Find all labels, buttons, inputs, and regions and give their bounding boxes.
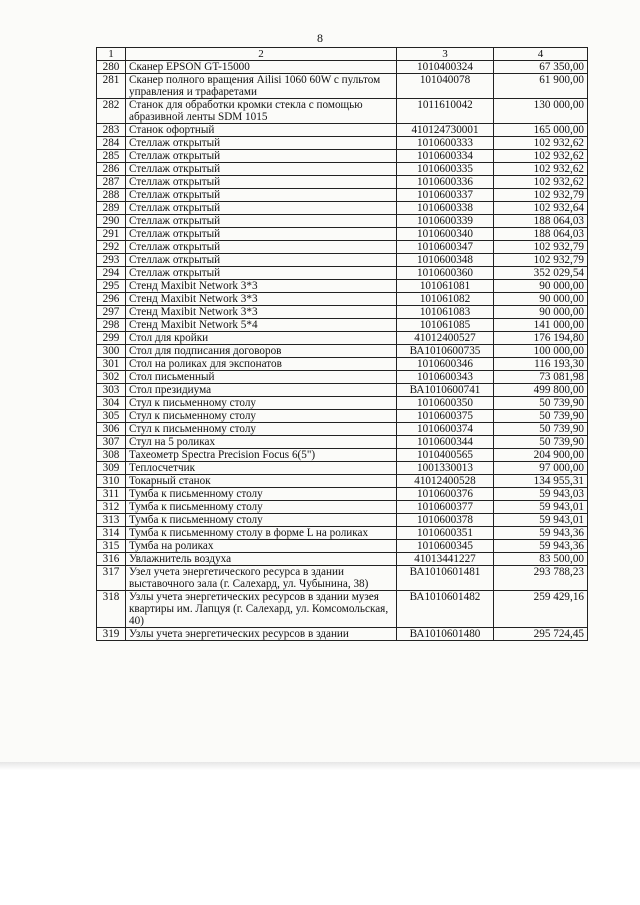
item-name: Станок офортный bbox=[126, 124, 397, 137]
inventory-code: 101061081 bbox=[397, 280, 494, 293]
row-number: 290 bbox=[97, 215, 126, 228]
inventory-code: 1010600339 bbox=[397, 215, 494, 228]
item-name: Стеллаж открытый bbox=[126, 254, 397, 267]
item-value: 165 000,00 bbox=[494, 124, 588, 137]
item-name: Стеллаж открытый bbox=[126, 215, 397, 228]
row-number: 287 bbox=[97, 176, 126, 189]
row-number: 294 bbox=[97, 267, 126, 280]
item-name: Стенд Maxibit Network 3*3 bbox=[126, 280, 397, 293]
inventory-code: 1010600344 bbox=[397, 436, 494, 449]
inventory-code: 1010600338 bbox=[397, 202, 494, 215]
item-value: 83 500,00 bbox=[494, 553, 588, 566]
item-name: Узел учета энергетического ресурса в здании выставочного зала (г. Салехард, ул. Чубынина, 38) bbox=[126, 566, 397, 591]
item-value: 116 193,30 bbox=[494, 358, 588, 371]
item-value: 97 000,00 bbox=[494, 462, 588, 475]
row-number: 309 bbox=[97, 462, 126, 475]
item-name: Сканер EPSON GT-15000 bbox=[126, 61, 397, 74]
table-row bbox=[97, 371, 588, 384]
item-name: Стенд Maxibit Network 3*3 bbox=[126, 306, 397, 319]
item-value: 102 932,64 bbox=[494, 202, 588, 215]
item-value: 499 800,00 bbox=[494, 384, 588, 397]
inventory-code: 1010600343 bbox=[397, 371, 494, 384]
inventory-code: 1010600350 bbox=[397, 397, 494, 410]
inventory-code: 1010600377 bbox=[397, 501, 494, 514]
item-value: 188 064,03 bbox=[494, 228, 588, 241]
inventory-code: 101061083 bbox=[397, 306, 494, 319]
table-row bbox=[97, 488, 588, 501]
header-col-1: 1 bbox=[97, 48, 126, 61]
row-number: 293 bbox=[97, 254, 126, 267]
table-row bbox=[97, 61, 588, 74]
item-value: 90 000,00 bbox=[494, 306, 588, 319]
inventory-code: 1010600351 bbox=[397, 527, 494, 540]
table-row bbox=[97, 345, 588, 358]
inventory-code: ВА1010601482 bbox=[397, 591, 494, 628]
row-number: 281 bbox=[97, 74, 126, 99]
item-name: Стеллаж открытый bbox=[126, 241, 397, 254]
inventory-code: 410124730001 bbox=[397, 124, 494, 137]
item-value: 295 724,45 bbox=[494, 628, 588, 641]
item-value: 50 739,90 bbox=[494, 423, 588, 436]
inventory-code: 41012400527 bbox=[397, 332, 494, 345]
item-value: 102 932,62 bbox=[494, 163, 588, 176]
table-header-row bbox=[97, 48, 588, 61]
table-row bbox=[97, 591, 588, 628]
row-number: 298 bbox=[97, 319, 126, 332]
table-row bbox=[97, 306, 588, 319]
item-name: Стол президиума bbox=[126, 384, 397, 397]
row-number: 317 bbox=[97, 566, 126, 591]
table-row bbox=[97, 553, 588, 566]
item-value: 50 739,90 bbox=[494, 436, 588, 449]
item-name: Стенд Maxibit Network 3*3 bbox=[126, 293, 397, 306]
item-value: 352 029,54 bbox=[494, 267, 588, 280]
table-row bbox=[97, 319, 588, 332]
item-value: 204 900,00 bbox=[494, 449, 588, 462]
table-row bbox=[97, 475, 588, 488]
table-row bbox=[97, 436, 588, 449]
inventory-code: 1010600334 bbox=[397, 150, 494, 163]
item-name: Стеллаж открытый bbox=[126, 176, 397, 189]
item-name: Стеллаж открытый bbox=[126, 150, 397, 163]
item-value: 293 788,23 bbox=[494, 566, 588, 591]
row-number: 286 bbox=[97, 163, 126, 176]
row-number: 311 bbox=[97, 488, 126, 501]
row-number: 283 bbox=[97, 124, 126, 137]
row-number: 304 bbox=[97, 397, 126, 410]
inventory-code: 101061085 bbox=[397, 319, 494, 332]
table-row bbox=[97, 514, 588, 527]
inventory-code: 1010600337 bbox=[397, 189, 494, 202]
row-number: 285 bbox=[97, 150, 126, 163]
row-number: 318 bbox=[97, 591, 126, 628]
item-value: 59 943,36 bbox=[494, 540, 588, 553]
inventory-code: 41012400528 bbox=[397, 475, 494, 488]
row-number: 313 bbox=[97, 514, 126, 527]
item-value: 141 000,00 bbox=[494, 319, 588, 332]
item-name: Тахеометр Spectra Precision Focus 6(5") bbox=[126, 449, 397, 462]
item-value: 59 943,03 bbox=[494, 488, 588, 501]
item-name: Тумба к письменному столу в форме L на роликах bbox=[126, 527, 397, 540]
item-name: Станок для обработки кромки стекла с помощью абразивной ленты SDM 1015 bbox=[126, 99, 397, 124]
item-name: Стеллаж открытый bbox=[126, 163, 397, 176]
row-number: 302 bbox=[97, 371, 126, 384]
inventory-code: ВА1010601481 bbox=[397, 566, 494, 591]
inventory-code: 1010600335 bbox=[397, 163, 494, 176]
item-name: Стеллаж открытый bbox=[126, 228, 397, 241]
inventory-code: 1010600374 bbox=[397, 423, 494, 436]
item-name: Теплосчетчик bbox=[126, 462, 397, 475]
page-edge-shadow bbox=[0, 762, 640, 770]
row-number: 288 bbox=[97, 189, 126, 202]
inventory-code: ВА1010601480 bbox=[397, 628, 494, 641]
row-number: 280 bbox=[97, 61, 126, 74]
asset-table bbox=[96, 47, 588, 641]
item-name: Стул к письменному столу bbox=[126, 423, 397, 436]
row-number: 297 bbox=[97, 306, 126, 319]
item-name: Стул на 5 роликах bbox=[126, 436, 397, 449]
inventory-code: ВА1010600741 bbox=[397, 384, 494, 397]
item-name: Стол на роликах для экспонатов bbox=[126, 358, 397, 371]
inventory-code: 1010600345 bbox=[397, 540, 494, 553]
table-row bbox=[97, 254, 588, 267]
row-number: 310 bbox=[97, 475, 126, 488]
item-value: 61 900,00 bbox=[494, 74, 588, 99]
table-row bbox=[97, 293, 588, 306]
table-row bbox=[97, 241, 588, 254]
item-value: 102 932,79 bbox=[494, 189, 588, 202]
table-row bbox=[97, 527, 588, 540]
row-number: 312 bbox=[97, 501, 126, 514]
item-name: Стул к письменному столу bbox=[126, 397, 397, 410]
table-row bbox=[97, 280, 588, 293]
table-row bbox=[97, 74, 588, 99]
item-value: 50 739,90 bbox=[494, 397, 588, 410]
item-value: 67 350,00 bbox=[494, 61, 588, 74]
inventory-code: 1010600348 bbox=[397, 254, 494, 267]
row-number: 296 bbox=[97, 293, 126, 306]
item-name: Тумба к письменному столу bbox=[126, 501, 397, 514]
item-value: 90 000,00 bbox=[494, 280, 588, 293]
row-number: 299 bbox=[97, 332, 126, 345]
item-value: 50 739,90 bbox=[494, 410, 588, 423]
page-number: 8 bbox=[317, 31, 323, 45]
item-name: Увлажнитель воздуха bbox=[126, 553, 397, 566]
item-name: Стеллаж открытый bbox=[126, 267, 397, 280]
item-value: 100 000,00 bbox=[494, 345, 588, 358]
table-row bbox=[97, 628, 588, 641]
inventory-code: 1010400324 bbox=[397, 61, 494, 74]
item-name: Стол для кройки bbox=[126, 332, 397, 345]
table-row bbox=[97, 462, 588, 475]
row-number: 319 bbox=[97, 628, 126, 641]
table-row bbox=[97, 189, 588, 202]
item-name: Узлы учета энергетических ресурсов в здании музея квартиры им. Лапцуя (г. Салехард, ул. Комсомольская, 40) bbox=[126, 591, 397, 628]
item-name: Стеллаж открытый bbox=[126, 189, 397, 202]
table-row bbox=[97, 501, 588, 514]
item-value: 102 932,62 bbox=[494, 137, 588, 150]
row-number: 308 bbox=[97, 449, 126, 462]
table-row bbox=[97, 202, 588, 215]
table-row bbox=[97, 228, 588, 241]
table-row bbox=[97, 267, 588, 280]
item-name: Стол для подписания договоров bbox=[126, 345, 397, 358]
row-number: 303 bbox=[97, 384, 126, 397]
inventory-code: 1010600347 bbox=[397, 241, 494, 254]
table-row bbox=[97, 423, 588, 436]
header-col-2: 2 bbox=[126, 48, 397, 61]
inventory-code: 1010600346 bbox=[397, 358, 494, 371]
item-value: 102 932,79 bbox=[494, 241, 588, 254]
item-value: 130 000,00 bbox=[494, 99, 588, 124]
item-value: 188 064,03 bbox=[494, 215, 588, 228]
row-number: 306 bbox=[97, 423, 126, 436]
inventory-code: 101061082 bbox=[397, 293, 494, 306]
item-name: Стеллаж открытый bbox=[126, 137, 397, 150]
item-name: Стенд Maxibit Network 5*4 bbox=[126, 319, 397, 332]
row-number: 282 bbox=[97, 99, 126, 124]
table-row bbox=[97, 124, 588, 137]
row-number: 284 bbox=[97, 137, 126, 150]
row-number: 316 bbox=[97, 553, 126, 566]
inventory-code: 1010400565 bbox=[397, 449, 494, 462]
inventory-code: 1010600378 bbox=[397, 514, 494, 527]
header-col-4: 4 bbox=[494, 48, 588, 61]
table-body bbox=[97, 61, 588, 641]
table-row bbox=[97, 99, 588, 124]
inventory-code: 1010600375 bbox=[397, 410, 494, 423]
table-row bbox=[97, 215, 588, 228]
item-value: 73 081,98 bbox=[494, 371, 588, 384]
inventory-code: ВА1010600735 bbox=[397, 345, 494, 358]
row-number: 301 bbox=[97, 358, 126, 371]
item-name: Узлы учета энергетических ресурсов в здании bbox=[126, 628, 397, 641]
table-row bbox=[97, 566, 588, 591]
row-number: 289 bbox=[97, 202, 126, 215]
item-name: Стеллаж открытый bbox=[126, 202, 397, 215]
table-row bbox=[97, 410, 588, 423]
item-value: 102 932,62 bbox=[494, 176, 588, 189]
inventory-code: 1010600336 bbox=[397, 176, 494, 189]
row-number: 314 bbox=[97, 527, 126, 540]
item-value: 102 932,62 bbox=[494, 150, 588, 163]
table-row bbox=[97, 540, 588, 553]
item-value: 259 429,16 bbox=[494, 591, 588, 628]
item-name: Сканер полного вращения Ailisi 1060 60W с пультом управления и трафаретами bbox=[126, 74, 397, 99]
item-value: 134 955,31 bbox=[494, 475, 588, 488]
row-number: 292 bbox=[97, 241, 126, 254]
item-value: 102 932,79 bbox=[494, 254, 588, 267]
item-name: Стул к письменному столу bbox=[126, 410, 397, 423]
row-number: 315 bbox=[97, 540, 126, 553]
item-value: 90 000,00 bbox=[494, 293, 588, 306]
table-row bbox=[97, 358, 588, 371]
table-row bbox=[97, 137, 588, 150]
header-col-3: 3 bbox=[397, 48, 494, 61]
table-row bbox=[97, 163, 588, 176]
inventory-code: 41013441227 bbox=[397, 553, 494, 566]
table-row bbox=[97, 332, 588, 345]
item-name: Тумба к письменному столу bbox=[126, 514, 397, 527]
item-name: Тумба к письменному столу bbox=[126, 488, 397, 501]
item-name: Тумба на роликах bbox=[126, 540, 397, 553]
row-number: 305 bbox=[97, 410, 126, 423]
table-row bbox=[97, 176, 588, 189]
table-row bbox=[97, 449, 588, 462]
inventory-code: 1010600376 bbox=[397, 488, 494, 501]
item-name: Токарный станок bbox=[126, 475, 397, 488]
row-number: 307 bbox=[97, 436, 126, 449]
item-value: 59 943,01 bbox=[494, 514, 588, 527]
inventory-code: 1010600360 bbox=[397, 267, 494, 280]
table-row bbox=[97, 384, 588, 397]
item-name: Стол письменный bbox=[126, 371, 397, 384]
inventory-code: 1010600333 bbox=[397, 137, 494, 150]
item-value: 59 943,01 bbox=[494, 501, 588, 514]
table-row bbox=[97, 397, 588, 410]
inventory-code: 1011610042 bbox=[397, 99, 494, 124]
inventory-code: 101040078 bbox=[397, 74, 494, 99]
item-value: 59 943,36 bbox=[494, 527, 588, 540]
row-number: 295 bbox=[97, 280, 126, 293]
row-number: 300 bbox=[97, 345, 126, 358]
row-number: 291 bbox=[97, 228, 126, 241]
inventory-code: 1001330013 bbox=[397, 462, 494, 475]
inventory-code: 1010600340 bbox=[397, 228, 494, 241]
table-row bbox=[97, 150, 588, 163]
item-value: 176 194,80 bbox=[494, 332, 588, 345]
